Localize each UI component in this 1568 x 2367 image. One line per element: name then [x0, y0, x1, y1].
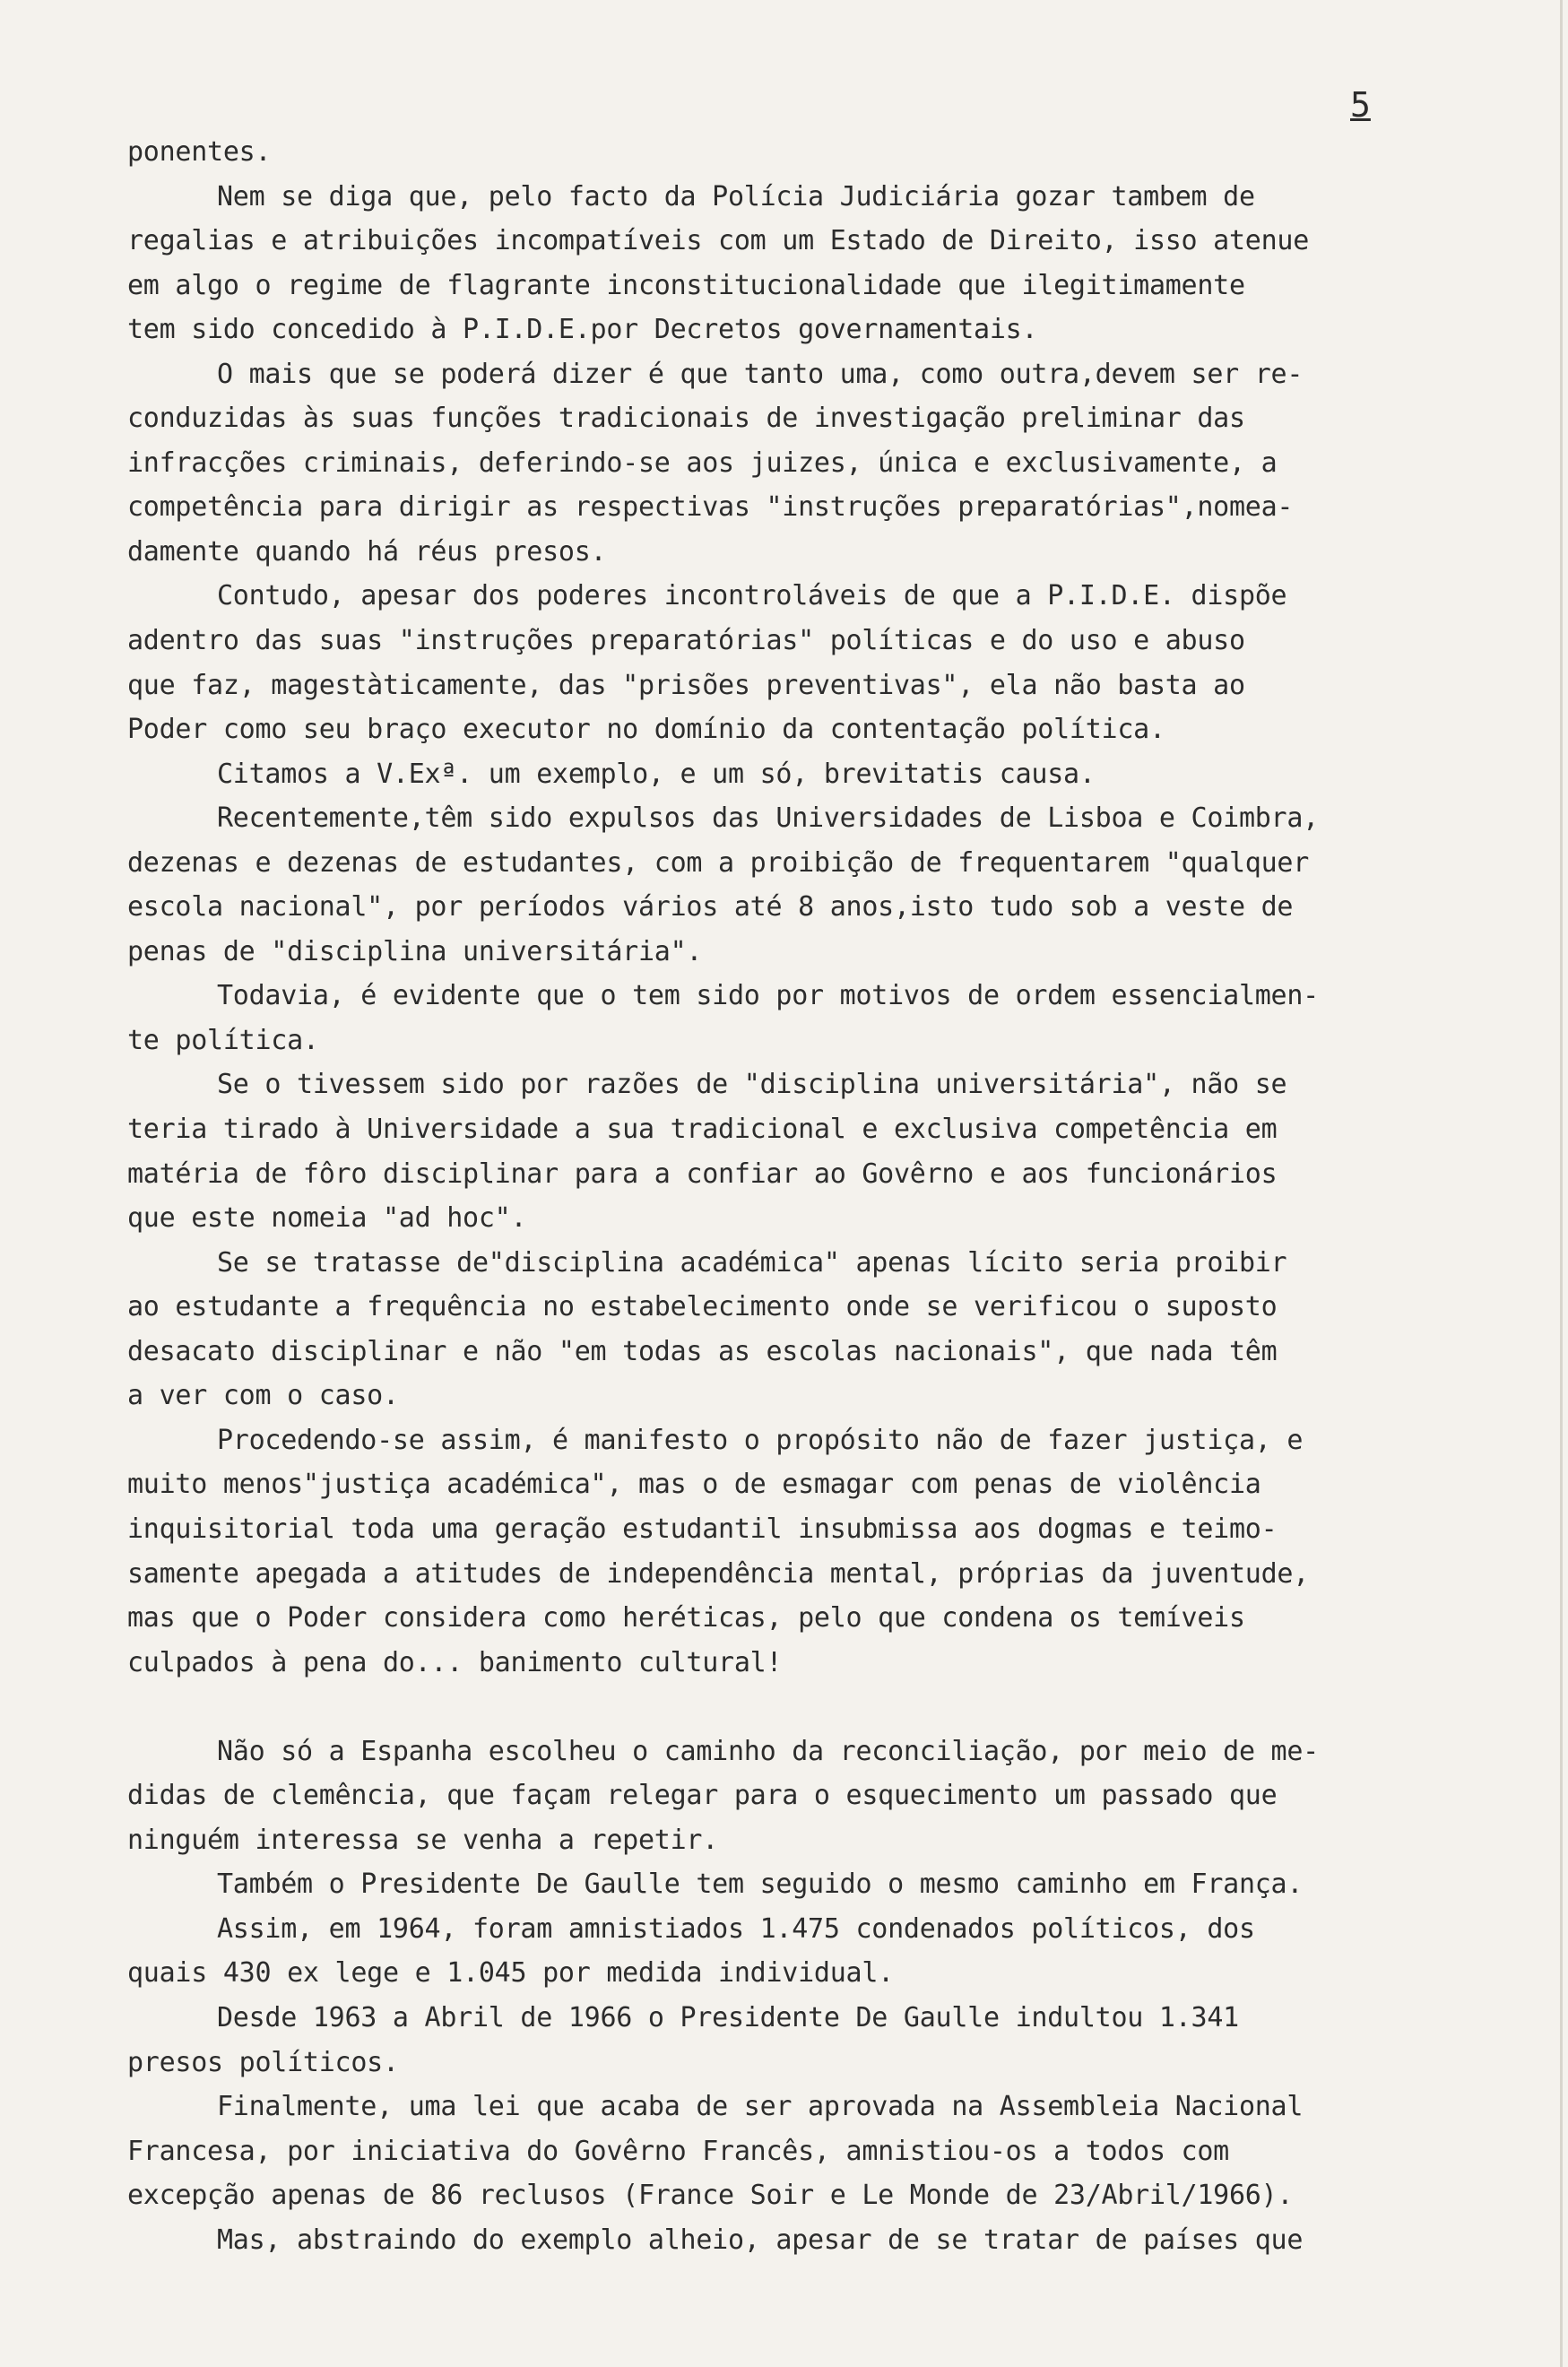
- text-line: Poder como seu braço executor no domínio da contentação política.: [127, 714, 1165, 746]
- text-line: Não só a Espanha escolheu o caminho da reconciliação, por meio de me-: [217, 1735, 1319, 1767]
- text-line: Contudo, apesar dos poderes incontroláveis de que a P.I.D.E. dispõe: [217, 580, 1287, 612]
- blank-line: [127, 1685, 1508, 1730]
- text-line: muito menos"justiça académica", mas o de esmagar com penas de violência: [127, 1469, 1261, 1501]
- text-line: dezenas e dezenas de estudantes, com a proibição de frequentarem "qualquer: [127, 846, 1310, 879]
- text-line: Desde 1963 a Abril de 1966 o Presidente De Gaulle indultou 1.341: [217, 2001, 1239, 2033]
- text-line: que este nomeia "ad hoc".: [127, 1202, 527, 1235]
- text-line: que faz, magestàticamente, das "prisões preventivas", ela não basta ao: [127, 669, 1245, 701]
- text-line: te política.: [127, 1024, 319, 1056]
- text-line: Se o tivessem sido por razões de "disciplina universitária", não se: [217, 1069, 1287, 1101]
- text-line: conduzidas às suas funções tradicionais de investigação preliminar das: [127, 403, 1245, 435]
- page-number: 5: [1350, 85, 1371, 125]
- text-line: inquisitorial toda uma geração estudantil insubmissa aos dogmas e teimo-: [127, 1513, 1278, 1545]
- text-line: samente apegada a atitudes de independência mental, próprias da juventude,: [127, 1557, 1310, 1590]
- text-line: Mas, abstraindo do exemplo alheio, apesar de se tratar de países que: [217, 2224, 1304, 2256]
- text-line: didas de clemência, que façam relegar para o esquecimento um passado que: [127, 1780, 1278, 1812]
- text-line: Francesa, por iniciativa do Govêrno Francês, amnistiou-os a todos com: [127, 2135, 1229, 2167]
- text-line: excepção apenas de 86 reclusos (France Soir e Le Monde de 23/Abril/1966).: [127, 2180, 1294, 2212]
- typewritten-text-body: [127, 130, 1508, 2262]
- text-line: mas que o Poder considera como heréticas, pelo que condena os temíveis: [127, 1602, 1245, 1634]
- text-line: penas de "disciplina universitária".: [127, 935, 703, 967]
- text-line: ao estudante a frequência no estabelecimento onde se verificou o suposto: [127, 1291, 1278, 1323]
- text-line: Procedendo-se assim, é manifesto o propósito não de fazer justiça, e: [217, 1424, 1304, 1456]
- text-line: quais 430 ex lege e 1.045 por medida individual.: [127, 1957, 894, 1990]
- text-line: adentro das suas "instruções preparatórias" políticas e do uso e abuso: [127, 625, 1245, 657]
- text-line: Todavia, é evidente que o tem sido por motivos de ordem essencialmen-: [217, 980, 1319, 1012]
- text-line: em algo o regime de flagrante inconstitucionalidade que ilegitimamente: [127, 269, 1245, 301]
- text-line: Finalmente, uma lei que acaba de ser aprovada na Assembleia Nacional: [217, 2091, 1304, 2123]
- text-line: ninguém interessa se venha a repetir.: [127, 1824, 719, 1856]
- text-line: infracções criminais, deferindo-se aos juizes, única e exclusivamente, a: [127, 447, 1278, 479]
- paper-edge: [1560, 0, 1563, 2367]
- text-line: teria tirado à Universidade a sua tradicional e exclusiva competência em: [127, 1114, 1278, 1146]
- text-line: Citamos a V.Exª. um exemplo, e um só, brevitatis causa.: [217, 758, 1096, 790]
- text-line: damente quando há réus presos.: [127, 535, 607, 568]
- text-line: desacato disciplinar e não "em todas as escolas nacionais", que nada têm: [127, 1335, 1278, 1367]
- text-line: culpados à pena do... banimento cultural!: [127, 1646, 783, 1678]
- text-line: presos políticos.: [127, 2046, 399, 2078]
- text-line: Assim, em 1964, foram amnistiados 1.475 condenados políticos, dos: [217, 1912, 1255, 1945]
- text-line: ponentes.: [127, 136, 272, 168]
- text-line: regalias e atribuições incompatíveis com um Estado de Direito, isso atenue: [127, 225, 1310, 257]
- text-line: Também o Presidente De Gaulle tem seguido o mesmo caminho em França.: [217, 1868, 1304, 1901]
- text-line: Recentemente,têm sido expulsos das Universidades de Lisboa e Coimbra,: [217, 802, 1319, 835]
- text-line: Se se tratasse de"disciplina académica" apenas lícito seria proibir: [217, 1246, 1287, 1279]
- text-line: a ver com o caso.: [127, 1380, 399, 1412]
- text-line: tem sido concedido à P.I.D.E.por Decretos governamentais.: [127, 314, 1038, 346]
- text-line: Nem se diga que, pelo facto da Polícia Judiciária gozar tambem de: [217, 180, 1255, 212]
- text-line: matéria de fôro disciplinar para a confiar ao Govêrno e aos funcionários: [127, 1157, 1278, 1190]
- text-line: competência para dirigir as respectivas "instruções preparatórias",nomea-: [127, 491, 1294, 524]
- text-line: O mais que se poderá dizer é que tanto uma, como outra,devem ser re-: [217, 358, 1304, 390]
- text-line: escola nacional", por períodos vários até 8 anos,isto tudo sob a veste de: [127, 891, 1294, 923]
